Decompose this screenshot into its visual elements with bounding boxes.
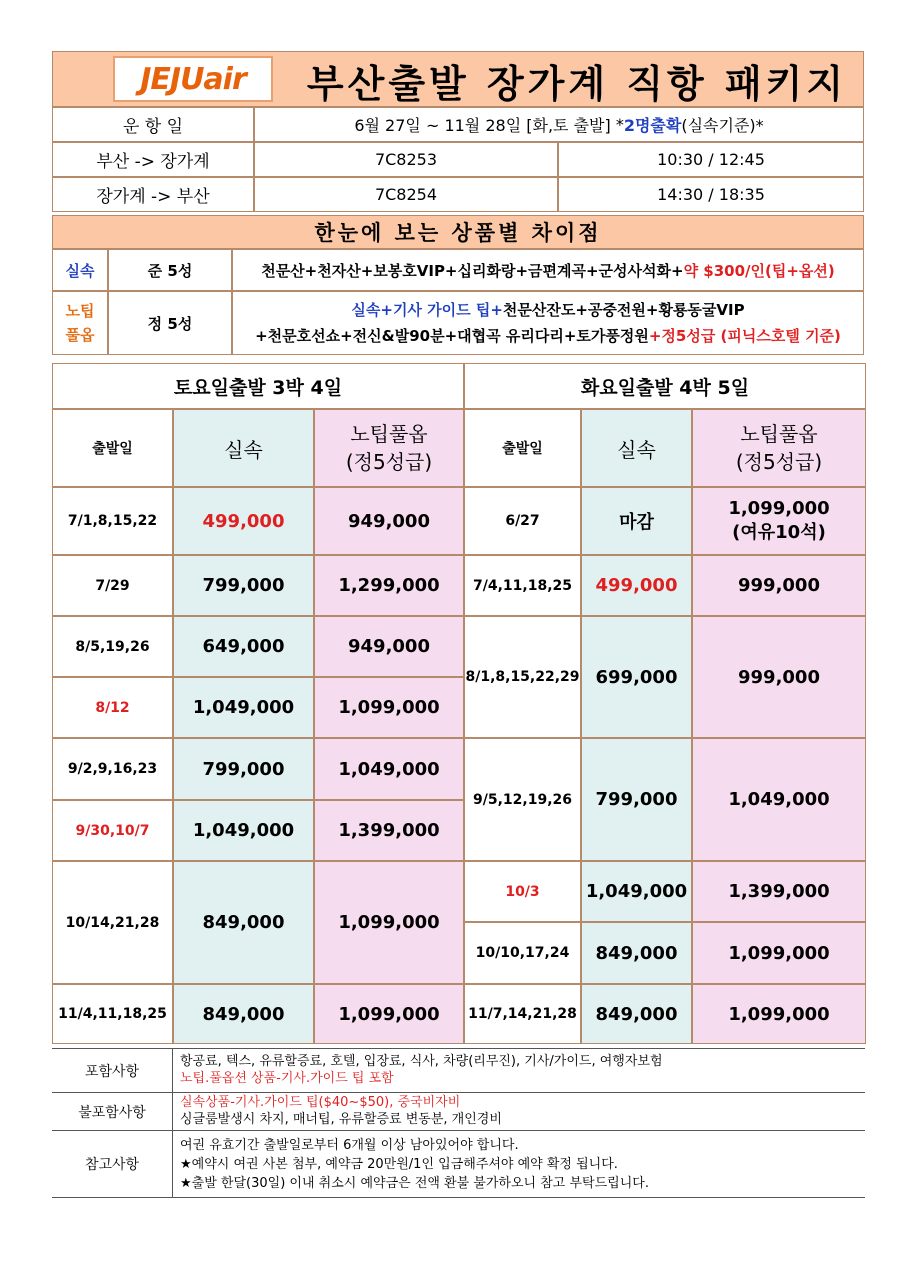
right-date: 7/4,11,18,25 [464, 555, 581, 616]
excluded-line2: 싱글룸발생시 차지, 매너팁, 유류할증료 변동분, 개인경비 [180, 1112, 502, 1127]
left-basic-price: 849,000 [173, 861, 314, 984]
flight-route: 부산 -> 장가계 [52, 142, 254, 177]
left-basic-price: 1,049,000 [173, 677, 314, 738]
flight-row [52, 142, 864, 177]
right-basic-price: 499,000 [581, 555, 692, 616]
diff-name: 실속 [52, 249, 108, 291]
left-notip-price: 1,099,000 [314, 984, 464, 1044]
left-notip-price: 1,299,000 [314, 555, 464, 616]
right-date: 10/3 [464, 861, 581, 922]
notes-line3: ★출발 한달(30일) 이내 취소시 예약금은 전액 환불 불가하오니 참고 부탁드립니다. [180, 1176, 649, 1191]
col-notip-header: 노팁풀옵 (정5성급) [314, 409, 464, 487]
footer-divider [52, 1197, 865, 1198]
right-notip-price: 1,399,000 [692, 861, 866, 922]
flight-time: 10:30 / 12:45 [558, 142, 864, 177]
footer-divider [52, 1048, 865, 1049]
right-basic-price: 849,000 [581, 922, 692, 984]
diff-desc-text: 천문산잔도+공중전원+황룡동굴VIP [502, 301, 745, 319]
left-basic-price: 649,000 [173, 616, 314, 677]
schedule-row [52, 107, 864, 142]
right-basic-price: 849,000 [581, 984, 692, 1044]
right-date: 11/7,14,21,28 [464, 984, 581, 1044]
col-date-header: 출발일 [464, 409, 581, 487]
left-notip-price: 1,099,000 [314, 861, 464, 984]
diff-desc-text: 천문산+천자산+보봉호VIP+십리화랑+금편계곡+군성사석화+ [261, 261, 684, 280]
left-date: 8/12 [52, 677, 173, 738]
right-basic-price: 1,049,000 [581, 861, 692, 922]
diff-desc-red: 약 $300/인(팁+옵션) [683, 261, 835, 280]
left-basic-price: 499,000 [173, 487, 314, 555]
footer-vdivider [172, 1048, 173, 1198]
included-label: 포함사항 [84, 1063, 140, 1080]
right-table-title: 화요일출발 4박 5일 [464, 363, 866, 409]
left-basic-price: 799,000 [173, 555, 314, 616]
right-date: 6/27 [464, 487, 581, 555]
flight-code: 7C8254 [254, 177, 558, 212]
left-date: 9/30,10/7 [52, 800, 173, 861]
left-basic-price: 1,049,000 [173, 800, 314, 861]
notes-label: 참고사항 [84, 1157, 140, 1173]
diff-desc-line2 [255, 323, 841, 349]
flight-route: 장가계 -> 부산 [52, 177, 254, 212]
footer-divider [52, 1130, 865, 1131]
schedule-note-prefix: * [615, 115, 624, 134]
diff-grade: 정 5성 [108, 291, 232, 355]
diff-row-notip [52, 291, 864, 355]
left-notip-price: 949,000 [314, 616, 464, 677]
right-date: 10/10,17,24 [464, 922, 581, 984]
schedule-note-suffix: (실속기준)* [681, 116, 764, 135]
left-notip-price: 1,399,000 [314, 800, 464, 861]
right-date: 9/5,12,19,26 [464, 738, 581, 861]
schedule-note-bold: 2명출확 [623, 116, 682, 135]
left-date: 11/4,11,18,25 [52, 984, 173, 1044]
schedule-label: 운 항 일 [52, 107, 254, 142]
left-date: 10/14,21,28 [52, 861, 173, 984]
left-notip-price: 1,099,000 [314, 677, 464, 738]
excluded-line1: 실속상품-기사.가이드 팁($40~$50), 중국비자비 [180, 1095, 461, 1110]
right-notip-price: 1,099,000 [692, 922, 866, 984]
diff-desc-blue: 실속+기사 가이드 팁+ [351, 301, 503, 319]
logo-text: JEJUair [140, 61, 246, 97]
jejuair-logo [113, 56, 273, 102]
diff-grade: 준 5성 [108, 249, 232, 291]
col-basic-header: 실속 [173, 409, 314, 487]
diff-title: 한눈에 보는 상품별 차이점 [52, 215, 864, 249]
flight-time: 14:30 / 18:35 [558, 177, 864, 212]
right-basic-price: 799,000 [581, 738, 692, 861]
diff-desc-red: +정5성급 (피닉스호텔 기준) [648, 327, 841, 345]
right-notip-price: 1,049,000 [692, 738, 866, 861]
included-line1: 항공료, 텍스, 유류할증료, 호텔, 입장료, 식사, 차량(리무진), 기사/가이드, 여행자보험 [180, 1054, 663, 1069]
left-date: 7/1,8,15,22 [52, 487, 173, 555]
notes-line1: 여권 유효기간 출발일로부터 6개월 이상 남아있어야 합니다. [180, 1138, 519, 1153]
right-notip-price: 1,099,000 (여유10석) [692, 487, 866, 555]
page-title: 부산출발 장가계 직항 패키지 [306, 61, 848, 106]
right-notip-price: 999,000 [692, 555, 866, 616]
right-date: 8/1,8,15,22,29 [464, 616, 581, 738]
left-date: 9/2,9,16,23 [52, 738, 173, 800]
col-date-header: 출발일 [52, 409, 173, 487]
left-notip-price: 1,049,000 [314, 738, 464, 800]
left-basic-price: 799,000 [173, 738, 314, 800]
header-banner [52, 51, 864, 107]
flight-code: 7C8253 [254, 142, 558, 177]
excluded-text [180, 1094, 860, 1128]
right-basic-price: 마감 [581, 487, 692, 555]
right-notip-price: 999,000 [692, 616, 866, 738]
flight-row [52, 177, 864, 212]
included-text [180, 1053, 860, 1087]
col-basic-header: 실속 [581, 409, 692, 487]
left-basic-price: 849,000 [173, 984, 314, 1044]
notes-line2: ★예약시 여권 사본 첨부, 예약금 20만원/1인 입금해주셔야 예약 확정 됩니다. [180, 1157, 618, 1172]
diff-name: 노팁 풀옵 [52, 291, 108, 355]
right-basic-price: 699,000 [581, 616, 692, 738]
schedule-dates-text: 6월 27일 ~ 11월 28일 [화,토 출발] [354, 116, 611, 135]
diff-desc-line1 [351, 297, 744, 323]
diff-row-basic [52, 249, 864, 291]
included-line2: 노팁.풀옵션 상품-기사.가이드 팁 포함 [180, 1071, 394, 1086]
right-notip-price: 1,099,000 [692, 984, 866, 1044]
left-notip-price: 949,000 [314, 487, 464, 555]
footer-divider [52, 1092, 865, 1093]
notes-text [180, 1136, 860, 1193]
left-date: 8/5,19,26 [52, 616, 173, 677]
left-date: 7/29 [52, 555, 173, 616]
excluded-label: 불포함사항 [78, 1104, 146, 1121]
diff-desc-text2: +천문호선쇼+전신&발90분+대협곡 유리다리+토가풍정원 [255, 327, 649, 345]
schedule-dates [254, 107, 864, 142]
diff-desc [232, 291, 864, 355]
diff-desc [232, 249, 864, 291]
left-table-title: 토요일출발 3박 4일 [52, 363, 464, 409]
col-notip-header: 노팁풀옵 (정5성급) [692, 409, 866, 487]
